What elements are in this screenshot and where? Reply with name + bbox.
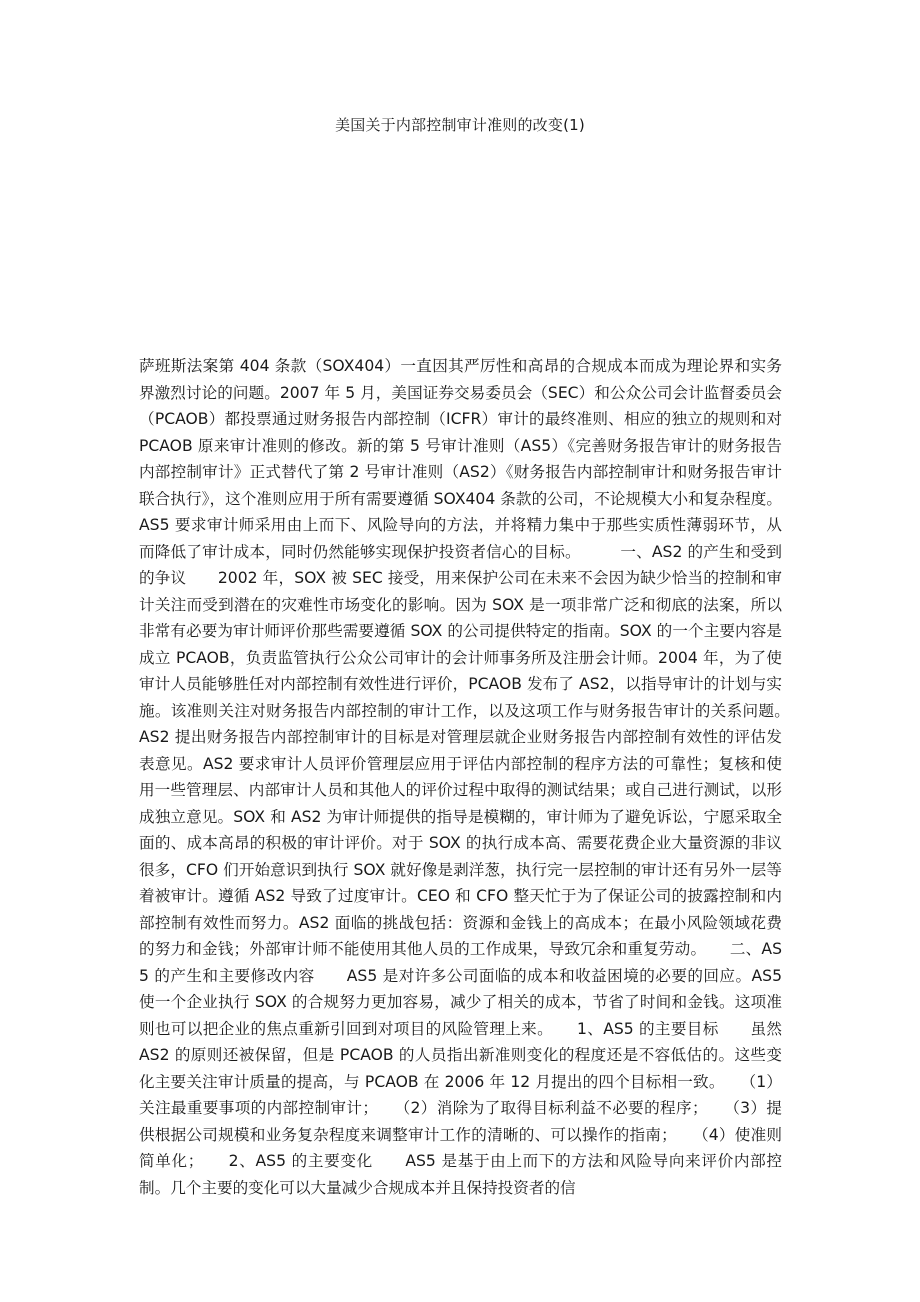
document-title: 美国关于内部控制审计准则的改变(1) — [335, 116, 585, 134]
document-body: 萨班斯法案第 404 条款（SOX404）一直因其严厉性和高昂的合规成本而成为理论界和实务界激烈讨论的问题。2007 年 5 月，美国证券交易委员会（SEC）和公众公司会计监督委员会（PCAOB）都投票通过财务报告内部控制（ICFR）审计的最终准则、相应的独立的规则和对 PCAOB 原来审计准则的修改。新的第 5 号审计准则（AS5）《完善财务报告审计的财务报告内部控制审计》正式替代了第 2 号审计准则（AS2）《财务报告内部控制审计和财务报告审计联合执行》，这个准则应用于所有需要遵循 SOX404 条款的公司，不论规模大小和复杂程度。AS5 要求审计师采用由上而下、风险导向的方法，并将精力集中于那些实质性薄弱环节，从而降低了审计成本，同时仍然能够实现保护投资者信心的目标。 一、AS2 的产生和受到的争议 2002 年，SOX 被 SEC 接受，用来保护公司在未来不会因为缺少恰当的控制和审计关注而受到潜在的灾难性市场变化的影响。因为 SOX 是一项非常广泛和彻底的法案，所以非常有必要为审计师评价那些需要遵循 SOX 的公司提供特定的指南。SOX 的一个主要内容是成立 PCAOB，负责监管执行公众公司审计的会计师事务所及注册会计师。2004 年，为了使审计人员能够胜任对内部控制有效性进行评价，PCAOB 发布了 AS2，以指导审计的计划与实施。该准则关注对财务报告内部控制的审计工作，以及这项工作与财务报告审计的关系问题。 AS2 提出财务报告内部控制审计的目标是对管理层就企业财务报告内部控制有效性的评估发表意见。AS2 要求审计人员评价管理层应用于评估内部控制的程序方法的可靠性；复核和使用一些管理层、内部审计人员和其他人的评价过程中取得的测试结果；或自己进行测试，以形成独立意见。SOX 和 AS2 为审计师提供的指导是模糊的，审计师为了避免诉讼，宁愿采取全面的、成本高昂的积极的审计评价。对于 SOX 的执行成本高、需要花费企业大量资源的非议很多，CFO 们开始意识到执行 SOX 就好像是剥洋葱，执行完一层控制的审计还有另外一层等着被审计。遵循 AS2 导致了过度审计。CEO 和 CFO 整天忙于为了保证公司的披露控制和内部控制有效性而努力。AS2 面临的挑战包括：资源和金钱上的高成本；在最小风险领域花费的努力和金钱；外部审计师不能使用其他人员的工作成果，导致冗余和重复劳动。 二、AS5 的产生和主要修改内容 AS5 是对许多公司面临的成本和收益困境的必要的回应。AS5 使一个企业执行 SOX 的合规努力更加容易，减少了相关的成本，节省了时间和金钱。这项准则也可以把企业的焦点重新引回到对项目的风险管理上来。 1、AS5 的主要目标 虽然 AS2 的原则还被保留，但是 PCAOB 的人员指出新准则变化的程度还是不容低估的。这些变化主要关注审计质量的提高，与 PCAOB 在 2006 年 12 月提出的四个目标相一致。 （1）关注最重要事项的内部控制审计； （2）消除为了取得目标利益不必要的程序； （3）提供根据公司规模和业务复杂程度来调整审计工作的清晰的、可以操作的指南； （4）使准则简单化； 2、AS5 的主要变化 AS5 是基于由上而下的方法和风险导向来评价内部控制。几个主要的变化可以大量减少合规成本并且保持投资者的信 — [139, 357, 814, 1197]
